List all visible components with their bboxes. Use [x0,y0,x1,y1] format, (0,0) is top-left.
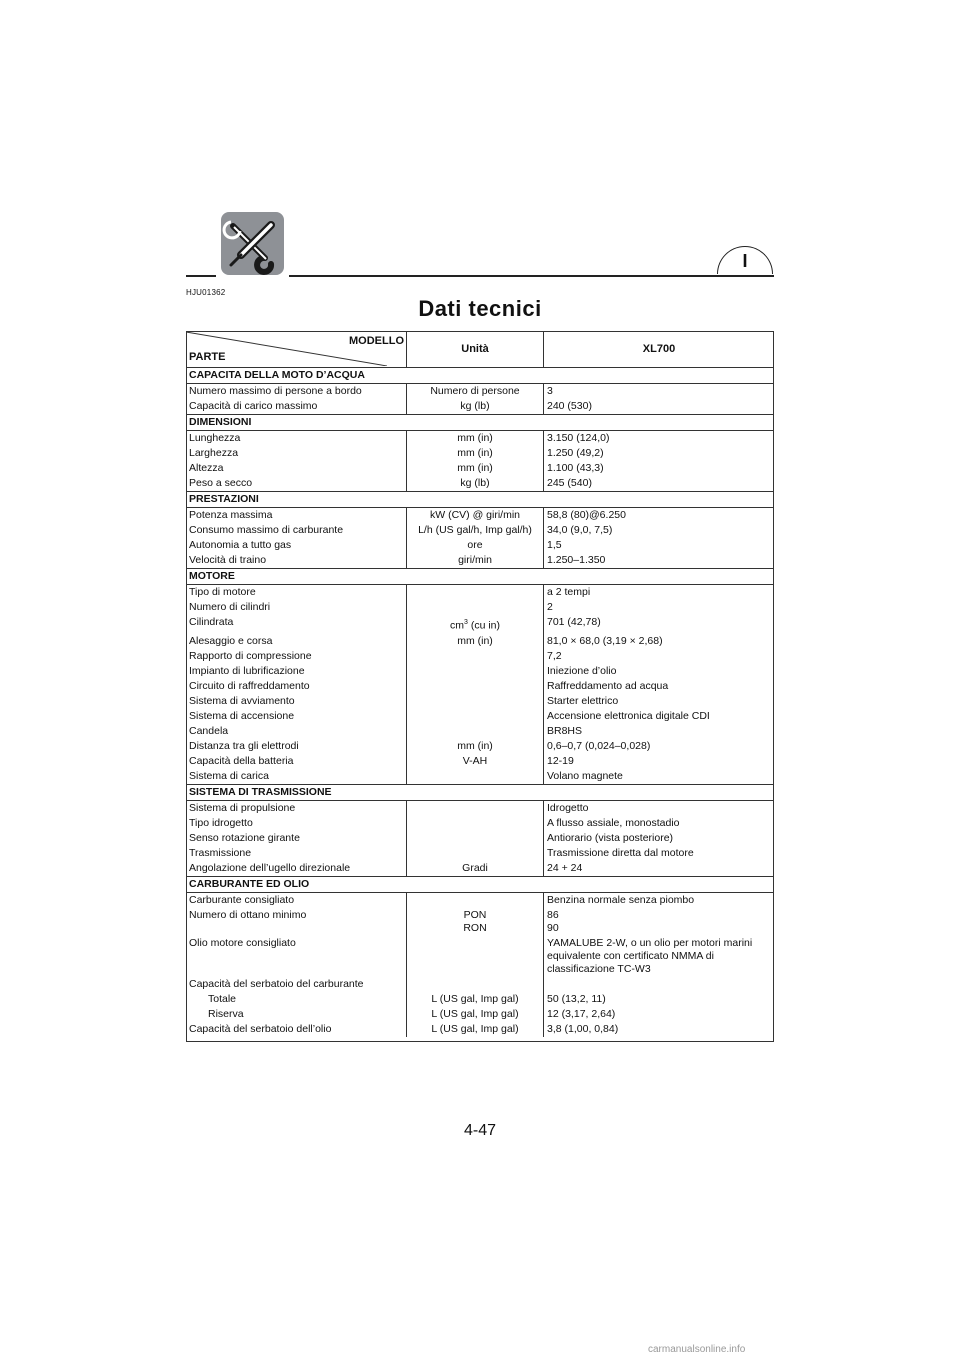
unit-cell [407,585,544,601]
value-cell [544,446,775,461]
value-text: classificazione TC-W3 [547,962,651,975]
value-text: Trasmissione diretta dal motore [547,846,694,859]
value-cell [544,992,775,1007]
value-cell [544,649,775,664]
value-cell [544,739,775,754]
table-row [186,1007,774,1022]
value-text: 1.100 (43,3) [547,462,604,474]
value-cell [544,600,775,615]
table-row [186,908,774,936]
unit-cell [407,508,544,524]
table-row [186,600,774,615]
part-cell: Riserva [208,1007,244,1020]
unit-cell [407,461,544,476]
value-text: Raffreddamento ad acqua [547,679,669,692]
part-cell: Peso a secco [189,477,253,489]
table-row [186,936,774,977]
unit-text: mm (in) [457,462,493,474]
part-cell: Consumo massimo di carburante [189,524,344,536]
part-cell: Alesaggio e corsa [189,634,273,647]
value-text: 34,0 (9,0, 7,5) [547,524,613,536]
value-cell [544,664,775,679]
value-text: 12 (3,17, 2,64) [547,1007,616,1020]
section-title: SISTEMA DI TRASMISSIONE [186,784,774,800]
part-cell: Sistema di carica [189,769,269,782]
value-cell [544,538,775,553]
unit-text: L (US gal, Imp gal) [431,992,519,1005]
table-row [186,977,774,992]
watermark: carmanualsonline.info [648,1344,746,1355]
unit-text: Gradi [462,861,488,874]
table-header-row [186,331,774,368]
table-row [186,892,774,908]
value-cell [544,399,775,415]
unit-cell [407,861,544,877]
unit-rest: (cu in) [467,619,500,632]
unit-text: L/h (US gal/h, Imp gal/h) [418,524,532,536]
part-cell: Carburante consigliato [189,893,295,906]
unit-cell [407,634,544,649]
unit-cell [407,538,544,553]
table-row [186,615,774,634]
value-cell [544,523,775,538]
part-cell: Totale [208,992,237,1005]
part-cell: Senso rotazione girante [189,831,300,844]
value-text: 86 [547,908,559,921]
unit-text: PON [463,908,487,921]
unit-text: kg (lb) [460,400,490,412]
value-cell [544,861,775,877]
value-text: 90 [547,921,559,934]
unit-cell [407,936,544,977]
part-cell: Circuito di raffreddamento [189,679,310,692]
table-row [186,831,774,846]
language-badge: I [717,246,773,274]
table-row [186,508,774,524]
value-text: A flusso assiale, monostadio [547,816,680,829]
value-text: 0,6–0,7 (0,024–0,028) [547,739,651,752]
value-text: BR8HS [547,724,583,737]
unit-text: mm (in) [457,634,493,647]
unit-text: mm (in) [457,432,493,444]
table-row [186,679,774,694]
part-cell: Numero di cilindri [189,601,271,613]
unit-cell [407,694,544,709]
table-row [186,476,774,492]
corner-cell [186,331,407,368]
unit-text: ore [467,539,483,551]
value-text: a 2 tempi [547,586,591,598]
part-cell: Sistema di propulsione [189,801,296,814]
unit-text: L (US gal, Imp gal) [431,1007,519,1020]
table-row [186,800,774,816]
value-text: 50 (13,2, 11) [547,992,606,1005]
part-cell: Numero di ottano minimo [189,908,307,921]
table-row [186,585,774,601]
table-row [186,709,774,724]
unit-cell [407,1022,544,1037]
part-cell: Capacità della batteria [189,754,294,767]
table-row [186,431,774,447]
value-cell [544,977,775,992]
value-cell [544,800,775,816]
unit-cell [407,769,544,785]
table-row [186,634,774,649]
unit-text: mm (in) [457,447,493,459]
part-cell: Olio motore consigliato [189,936,296,949]
model-corner-label: MODELLO [349,335,404,347]
unit-header: Unità [407,331,544,368]
header-rule-left [186,275,216,277]
unit-cell [407,992,544,1007]
unit-cell [407,831,544,846]
value-cell [544,384,775,400]
table-row [186,769,774,785]
part-cell: Trasmissione [189,846,252,859]
table-row [186,461,774,476]
tools-icon [221,212,284,275]
value-text: 3 [547,385,553,397]
part-cell: Angolazione dell’ugello direzionale [189,861,351,874]
value-cell [544,754,775,769]
value-cell [544,694,775,709]
value-cell [544,553,775,569]
unit-cell [407,892,544,908]
table-row [186,446,774,461]
table-row [186,992,774,1007]
part-cell: Lunghezza [189,432,241,444]
value-text: Idrogetto [547,801,589,814]
unit-cell [407,600,544,615]
unit-text: giri/min [458,554,492,566]
value-text: 81,0 × 68,0 (3,19 × 2,68) [547,634,663,647]
part-cell: Capacità del serbatoio dell’olio [189,1022,332,1035]
table-row [186,816,774,831]
unit-cell [407,800,544,816]
value-cell [544,908,775,936]
unit-cell [407,724,544,739]
section-header-row [186,415,774,431]
value-cell [544,816,775,831]
unit-text: RON [463,921,487,934]
value-cell [544,431,775,447]
section-header-row [186,569,774,585]
unit-cell [407,709,544,724]
value-cell [544,724,775,739]
part-corner-label: PARTE [189,351,226,363]
section-header-row [186,876,774,892]
unit-cell [407,384,544,400]
section-header-row [186,368,774,384]
table-row [186,694,774,709]
part-cell: Sistema di accensione [189,709,295,722]
unit-cell [407,664,544,679]
value-text: 58,8 (80)@6.250 [547,509,626,521]
unit-cell [407,739,544,754]
part-cell: Rapporto di compressione [189,649,312,662]
value-cell [544,508,775,524]
table-row [186,861,774,877]
value-text: 3,8 (1,00, 0,84) [547,1022,619,1035]
section-header-row [186,784,774,800]
part-cell: Potenza massima [189,509,273,521]
value-text: 3.150 (124,0) [547,432,610,444]
part-cell: Capacità di carico massimo [189,400,318,412]
part-cell: Larghezza [189,447,239,459]
unit-base: cm [450,619,464,632]
unit-cell [407,615,544,634]
unit-cell [407,679,544,694]
unit-cell [407,816,544,831]
part-cell: Sistema di avviamento [189,694,295,707]
unit-text: mm (in) [457,739,493,752]
value-text: 24 + 24 [547,861,583,874]
part-cell: Capacità del serbatoio del carburante [189,977,364,990]
document-code: HJU01362 [186,288,226,297]
header-rule-right [289,275,774,277]
value-text: 7,2 [547,649,562,662]
value-text: Starter elettrico [547,694,619,707]
unit-cell [407,399,544,415]
unit-text: kg (lb) [460,477,490,489]
value-cell [544,709,775,724]
value-text: 1.250 (49,2) [547,447,604,459]
part-cell: Numero massimo di persone a bordo [189,385,362,397]
unit-cell [407,553,544,569]
table-row [186,664,774,679]
table-row [186,523,774,538]
value-text: YAMALUBE 2-W, o un olio per motori marini [547,936,753,949]
value-text: Benzina normale senza piombo [547,893,695,906]
table-row [186,399,774,415]
unit-cell [407,476,544,492]
section-title: DIMENSIONI [186,415,774,431]
value-cell [544,936,775,977]
part-cell: Autonomia a tutto gas [189,539,292,551]
page-number: 4-47 [463,1122,497,1139]
part-cell: Cilindrata [189,616,234,628]
section-title: MOTORE [186,569,774,585]
table-row [186,1022,774,1037]
table-row [186,553,774,569]
unit-cell [407,523,544,538]
value-cell [544,615,775,634]
unit-cell [407,846,544,861]
unit-cell [407,977,544,992]
unit-text: Numero di persone [430,385,520,397]
part-cell: Velocità di traino [189,554,267,566]
value-text: 1,5 [547,539,562,551]
value-cell [544,634,775,649]
value-cell [544,831,775,846]
value-text: 1.250–1.350 [547,554,606,566]
spec-table [186,331,774,1037]
unit-superscript: 3 [464,619,468,626]
table-row [186,754,774,769]
value-text: 12-19 [547,754,574,767]
section-title: PRESTAZIONI [186,492,774,508]
value-cell [544,846,775,861]
value-cell [544,769,775,785]
unit-text: L (US gal, Imp gal) [431,1022,519,1035]
value-cell [544,892,775,908]
value-text: 245 (540) [547,477,592,489]
value-text: Accensione elettronica digitale CDI [547,709,710,722]
unit-cell [407,446,544,461]
page-title: Dati tecnici [418,296,542,321]
part-cell: Altezza [189,462,224,474]
part-cell: Tipo idrogetto [189,816,253,829]
unit-cell [407,1007,544,1022]
table-row [186,384,774,400]
model-header: XL700 [544,331,775,368]
value-cell [544,679,775,694]
section-header-row [186,492,774,508]
part-cell: Candela [189,724,229,737]
table-row [186,724,774,739]
section-title: CAPACITA DELLA MOTO D’ACQUA [186,368,774,384]
unit-cell [407,908,544,936]
value-text: 2 [547,601,553,613]
value-text: Volano magnete [547,769,623,782]
table-row [186,538,774,553]
value-cell [544,1022,775,1037]
part-cell: Tipo di motore [189,586,256,598]
value-text: 240 (530) [547,400,592,412]
value-text: Iniezione d’olio [547,664,617,677]
value-text: Antiorario (vista posteriore) [547,831,674,844]
unit-text: V-AH [462,754,488,767]
table-row [186,846,774,861]
value-cell [544,476,775,492]
value-cell [544,461,775,476]
value-text: equivalente con certificato NMMA di [547,949,714,962]
part-cell: Distanza tra gli elettrodi [189,739,299,752]
table-row [186,649,774,664]
unit-cell [407,649,544,664]
value-cell [544,585,775,601]
value-cell [544,1007,775,1022]
section-title: CARBURANTE ED OLIO [186,876,774,892]
unit-text: kW (CV) @ giri/min [430,509,520,521]
part-cell: Impianto di lubrificazione [189,664,305,677]
unit-cell [407,754,544,769]
value-text: 701 (42,78) [547,616,601,628]
unit-cell [407,431,544,447]
table-row [186,739,774,754]
